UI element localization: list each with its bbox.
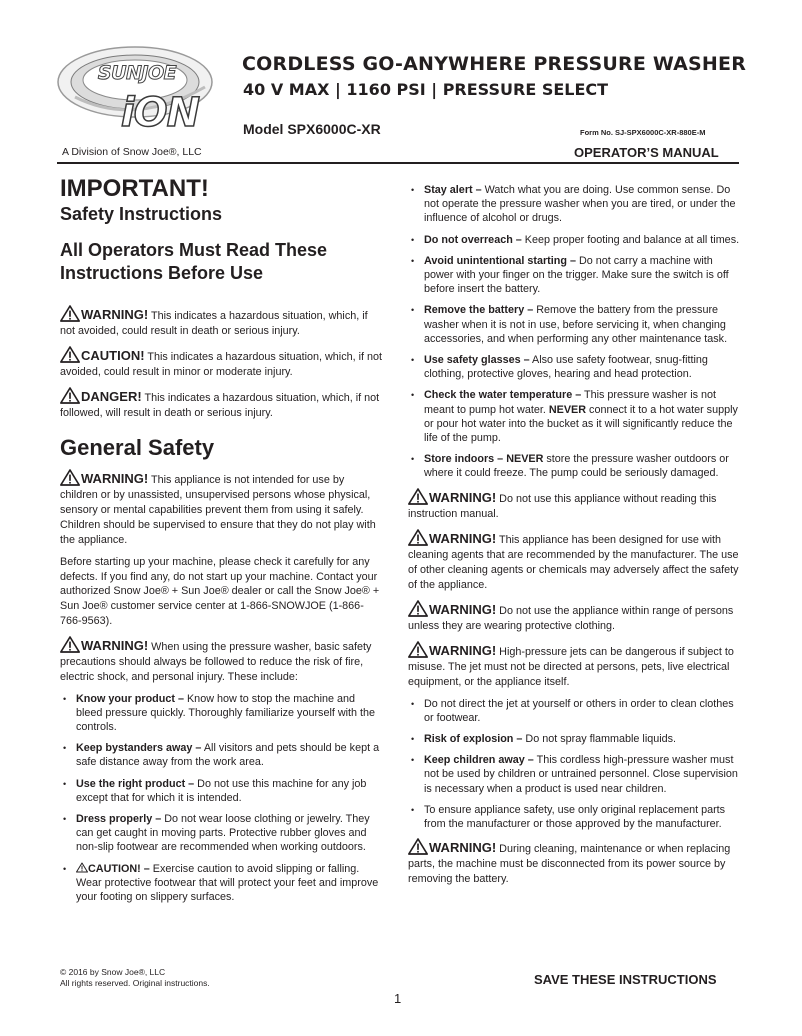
operators-manual-label: OPERATOR’S MANUAL <box>574 145 719 160</box>
page-number: 1 <box>394 991 402 1006</box>
left-bullet-list <box>60 692 382 905</box>
header-divider <box>57 162 739 164</box>
signal-warning: WARNING! This indicates a hazardous situation, which, if not avoided, could result in death or serious injury. <box>60 307 368 337</box>
warning-triangle-icon <box>408 600 428 617</box>
signal-caution: CAUTION! This indicates a hazardous situation, which, if not avoided, could result in minor or moderate injury. <box>60 348 383 378</box>
copyright-line: © 2016 by Snow Joe®, LLC <box>60 967 166 977</box>
division-text: A Division of Snow Joe®, LLC <box>62 146 202 158</box>
list-item: • To ensure appliance safety, use only original replacement parts from the manufacturer or those approved by the manufacturer. <box>408 803 740 831</box>
list-item: • Check the water temperature – This pressure washer is not meant to pump hot water. NEVER connect it to a hot water supply or pour hot water into the bucket as it will significantly reduce the life of the pump. <box>408 388 740 445</box>
form-number: Form No. SJ-SPX6000C-XR-880E-M <box>580 128 706 137</box>
safety-instructions-heading: Safety Instructions <box>60 204 223 224</box>
logo-sub-text: iON <box>120 90 200 136</box>
warning-triangle-icon <box>60 305 80 322</box>
warning-disconnect-power: WARNING! During cleaning, maintenance or when replacing parts, the machine must be disconnected from its power source by removing the battery. <box>408 840 731 886</box>
list-item: • CAUTION! – Exercise caution to avoid slipping or falling. Wear protective footwear that will protect your feet and improve your footing on slippery surfaces. <box>60 862 382 905</box>
list-item: • Avoid unintentional starting – Do not carry a machine with power with your finger on the trigger. Make sure the switch is off before insert the battery. <box>408 254 740 297</box>
rights-line: All rights reserved. Original instructions. <box>60 978 210 988</box>
product-title: CORDLESS GO-ANYWHERE PRESSURE WASHER <box>242 53 747 75</box>
warning-read-manual: WARNING! Do not use this appliance without reading this instruction manual. <box>408 489 717 520</box>
save-instructions: SAVE THESE INSTRUCTIONS <box>534 972 717 987</box>
warning-protective-clothing: WARNING! Do not use the appliance within range of persons unless they are wearing protective clothing. <box>408 601 734 632</box>
list-item: • Keep bystanders away – All visitors and pets should be kept a safe distance away from the work area. <box>60 741 382 769</box>
warning-basic-precautions: WARNING! When using the pressure washer, basic safety precautions should always be followed to reduce the risk of fire, electric shock, and personal injury. These include: <box>60 637 372 683</box>
list-item: • Keep children away – This cordless high-pressure washer must not be used by children or untrained personnel. Close supervision is necessary when a product is used near children. <box>408 753 740 796</box>
warning-triangle-icon <box>60 636 80 653</box>
copyright-notice <box>60 967 210 989</box>
caution-triangle-icon <box>76 862 88 873</box>
list-item: • Dress properly – Do not wear loose clothing or jewelry. They can get caught in moving parts. Protective rubber gloves and non-slip footwear are recommended when working outdoors. <box>60 812 382 855</box>
model-number: Model SPX6000C-XR <box>243 121 381 137</box>
list-item: • Know your product – Know how to stop the machine and bleed pressure quickly. Thoroughly familiarize yourself with the controls. <box>60 692 382 735</box>
list-item: • Stay alert – Watch what you are doing. Use common sense. Do not operate the pressure washer when you are tired, or under the influence of alcohol or drugs. <box>408 183 740 226</box>
warning-high-pressure-jets: WARNING! High-pressure jets can be dangerous if subject to misuse. The jet must not be directed at persons, pets, live electrical equipment, or the appliance itself. <box>408 642 734 688</box>
list-item: • Do not direct the jet at yourself or others in order to clean clothes or footwear. <box>408 697 740 725</box>
signal-danger: DANGER! This indicates a hazardous situation, which, if not followed, will result in death or serious injury. <box>60 389 380 419</box>
warning-triangle-icon <box>408 838 428 855</box>
list-item: • Remove the battery – Remove the battery from the pressure washer when it is not in use, before servicing it, when changing accessories, and when performing any other maintenance task. <box>408 303 740 346</box>
right-bullet-list-top <box>408 183 740 481</box>
warning-triangle-icon <box>60 346 80 363</box>
warning-cleaning-agents: WARNING! This appliance has been designed for use with cleaning agents that are recommended by the manufacturer. The use of other cleaning agents or chemicals may adversely affect the safety of the appliance. <box>408 530 739 591</box>
product-subtitle: 40 V MAX | 1160 PSI | PRESSURE SELECT <box>243 80 609 99</box>
list-item: • Use the right product – Do not use this machine for any job except that for which it is intended. <box>60 777 382 805</box>
warning-triangle-icon <box>60 387 80 404</box>
list-item: • Risk of explosion – Do not spray flammable liquids. <box>408 732 740 746</box>
list-item: • Use safety glasses – Also use safety footwear, snug-fitting clothing, protective gloves, hearing and head protection. <box>408 353 740 381</box>
list-item: • Do not overreach – Keep proper footing and balance at all times. <box>408 233 740 247</box>
list-item: • Store indoors – NEVER store the pressure washer outdoors or where it could freeze. The pump could be seriously damaged. <box>408 452 740 480</box>
warning-triangle-icon <box>60 469 80 486</box>
before-start-paragraph: Before starting up your machine, please check it carefully for any defects. If you find any, do not start up your machine. Contact your authorized Snow Joe® + Sun Joe® dealer or call the Snow Joe® + Sun Joe® customer service center at 1-866-SNOWJOE (1-866-766-9563). <box>60 556 380 627</box>
warning-children: WARNING! This appliance is not intended for use by children or by unassisted, unsupervised persons whose physical, sensory or mental capabilities prevent them from using it safely. Children should be supervised to ensure that they do not play with the appliance. <box>60 471 376 546</box>
warning-triangle-icon <box>408 641 428 658</box>
general-safety-heading: General Safety <box>60 435 215 460</box>
warning-triangle-icon <box>408 488 428 505</box>
right-bullet-list-bottom <box>408 697 740 832</box>
important-heading: IMPORTANT! <box>60 175 209 202</box>
logo-brand-text: SUNJOE <box>97 62 177 84</box>
warning-triangle-icon <box>408 529 428 546</box>
right-column <box>408 183 740 894</box>
must-read-heading: All Operators Must Read These Instructions Before Use <box>60 240 328 283</box>
left-column <box>60 175 382 911</box>
sunjoe-ion-logo <box>55 42 215 152</box>
